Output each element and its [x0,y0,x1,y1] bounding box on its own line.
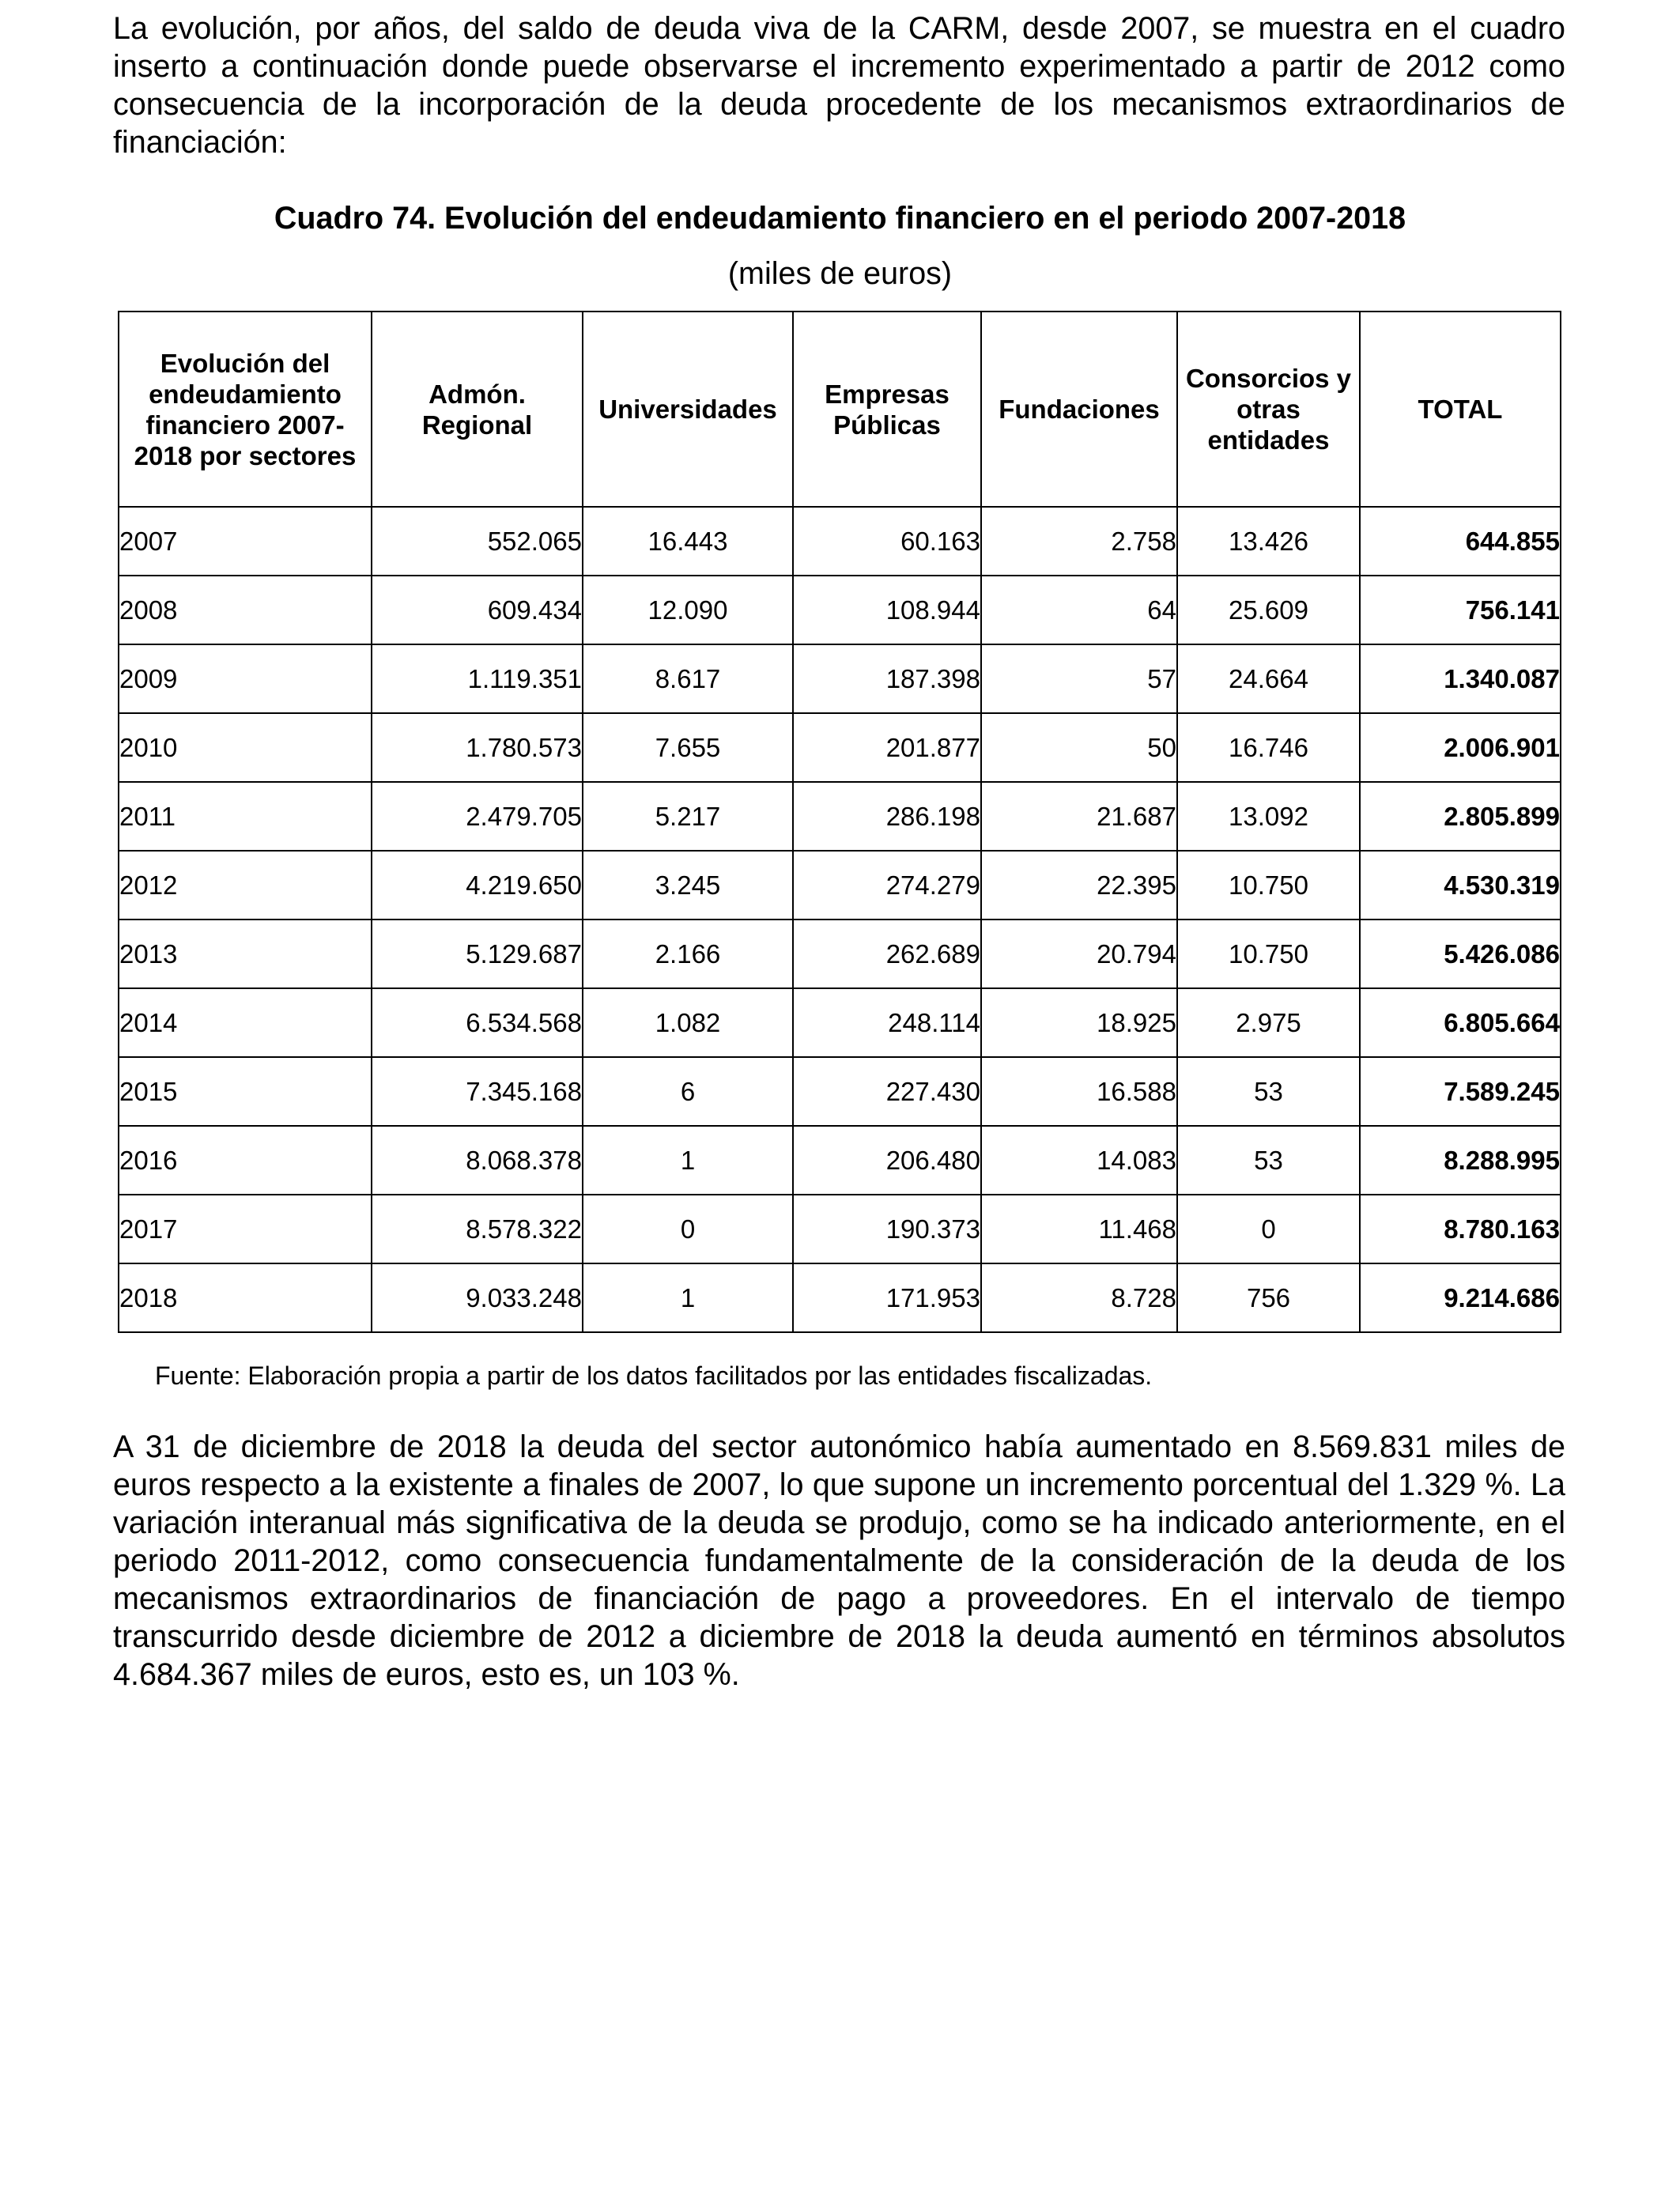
cell-empresas-publicas: 274.279 [793,851,981,920]
cell-fundaciones: 18.925 [981,988,1177,1057]
cell-year: 2015 [119,1057,372,1126]
cell-empresas-publicas: 248.114 [793,988,981,1057]
cell-consorcios: 16.746 [1177,713,1360,782]
table-title: Cuadro 74. Evolución del endeudamiento financiero en el periodo 2007-2018 [274,201,1406,236]
cell-consorcios: 2.975 [1177,988,1360,1057]
cell-empresas-publicas: 201.877 [793,713,981,782]
cell-total: 8.288.995 [1360,1126,1561,1195]
table-row [119,576,1561,644]
cell-total: 2.006.901 [1360,713,1561,782]
cell-year: 2011 [119,782,372,851]
cell-year: 2008 [119,576,372,644]
cell-fundaciones: 50 [981,713,1177,782]
cell-consorcios: 24.664 [1177,644,1360,713]
cell-fundaciones: 21.687 [981,782,1177,851]
cell-empresas-publicas: 286.198 [793,782,981,851]
cell-fundaciones: 16.588 [981,1057,1177,1126]
cell-admon-regional: 4.219.650 [372,851,583,920]
cell-empresas-publicas: 187.398 [793,644,981,713]
cell-consorcios: 53 [1177,1057,1360,1126]
cell-year: 2018 [119,1263,372,1332]
cell-consorcios: 10.750 [1177,920,1360,988]
intro-paragraph: La evolución, por años, del saldo de deuda viva de la CARM, desde 2007, se muestra en el cuadro inserto a continuación donde puede observarse el incremento experimentado a partir de 2012 como consecuencia de la incorporación de la deuda procedente de los mecanismos extraordinarios de financiación: [113,11,1565,160]
cell-admon-regional: 5.129.687 [372,920,583,988]
cell-universidades: 1.082 [583,988,793,1057]
header-sector: Evolución del endeudamiento financiero 2007-2018 por sectores [119,312,372,507]
debt-table [118,311,1561,1333]
table-row [119,851,1561,920]
table-row [119,1126,1561,1195]
cell-consorcios: 10.750 [1177,851,1360,920]
cell-fundaciones: 14.083 [981,1126,1177,1195]
cell-admon-regional: 6.534.568 [372,988,583,1057]
cell-empresas-publicas: 190.373 [793,1195,981,1263]
cell-empresas-publicas: 262.689 [793,920,981,988]
cell-admon-regional: 8.578.322 [372,1195,583,1263]
cell-admon-regional: 7.345.168 [372,1057,583,1126]
cell-consorcios: 25.609 [1177,576,1360,644]
cell-admon-regional: 2.479.705 [372,782,583,851]
cell-admon-regional: 1.780.573 [372,713,583,782]
cell-admon-regional: 1.119.351 [372,644,583,713]
table-row [119,1263,1561,1332]
table-units: (miles de euros) [727,256,953,291]
cell-consorcios: 0 [1177,1195,1360,1263]
cell-universidades: 3.245 [583,851,793,920]
cell-total: 8.780.163 [1360,1195,1561,1263]
table-header-row [119,312,1561,507]
cell-total: 9.214.686 [1360,1263,1561,1332]
table-row [119,1195,1561,1263]
cell-fundaciones: 11.468 [981,1195,1177,1263]
cell-admon-regional: 609.434 [372,576,583,644]
cell-fundaciones: 64 [981,576,1177,644]
cell-consorcios: 13.092 [1177,782,1360,851]
cell-universidades: 16.443 [583,507,793,576]
cell-total: 644.855 [1360,507,1561,576]
header-universidades: Universidades [583,312,793,507]
cell-empresas-publicas: 227.430 [793,1057,981,1126]
cell-admon-regional: 9.033.248 [372,1263,583,1332]
cell-total: 5.426.086 [1360,920,1561,988]
cell-universidades: 6 [583,1057,793,1126]
cell-fundaciones: 57 [981,644,1177,713]
cell-year: 2013 [119,920,372,988]
header-empresas-publicas: Empresas Públicas [793,312,981,507]
cell-universidades: 5.217 [583,782,793,851]
table-row [119,507,1561,576]
cell-empresas-publicas: 171.953 [793,1263,981,1332]
cell-total: 6.805.664 [1360,988,1561,1057]
cell-fundaciones: 8.728 [981,1263,1177,1332]
cell-total: 4.530.319 [1360,851,1561,920]
cell-universidades: 2.166 [583,920,793,988]
cell-empresas-publicas: 108.944 [793,576,981,644]
cell-empresas-publicas: 60.163 [793,507,981,576]
source-note: Fuente: Elaboración propia a partir de los datos facilitados por las entidades fiscalizadas. [155,1361,1153,1390]
cell-total: 756.141 [1360,576,1561,644]
outro-paragraph: A 31 de diciembre de 2018 la deuda del sector autonómico había aumentado en 8.569.831 miles de euros respecto a la existente a finales de 2007, lo que supone un incremento porcentual del 1.329 %. La variación interanual más significativa de la deuda se produjo, como se ha indicado anteriormente, en el periodo 2011-2012, como consecuencia fundamentalmente de la consideración de la deuda de los mecanismos extraordinarios de financiación de pago a proveedores. En el intervalo de tiempo transcurrido desde diciembre de 2012 a diciembre de 2018 la deuda aumentó en términos absolutos 4.684.367 miles de euros, esto es, un 103 %. [113,1429,1565,1692]
cell-year: 2010 [119,713,372,782]
cell-year: 2017 [119,1195,372,1263]
header-fundaciones: Fundaciones [981,312,1177,507]
cell-universidades: 12.090 [583,576,793,644]
cell-consorcios: 53 [1177,1126,1360,1195]
cell-year: 2014 [119,988,372,1057]
table-row [119,713,1561,782]
cell-year: 2009 [119,644,372,713]
cell-year: 2016 [119,1126,372,1195]
table-row [119,782,1561,851]
cell-admon-regional: 552.065 [372,507,583,576]
table-row [119,988,1561,1057]
cell-year: 2007 [119,507,372,576]
header-consorcios: Consorcios y otras entidades [1177,312,1360,507]
cell-total: 7.589.245 [1360,1057,1561,1126]
table-row [119,1057,1561,1126]
cell-universidades: 7.655 [583,713,793,782]
cell-year: 2012 [119,851,372,920]
cell-total: 2.805.899 [1360,782,1561,851]
cell-fundaciones: 22.395 [981,851,1177,920]
header-total: TOTAL [1360,312,1561,507]
table-row [119,920,1561,988]
cell-universidades: 0 [583,1195,793,1263]
cell-consorcios: 13.426 [1177,507,1360,576]
cell-universidades: 1 [583,1126,793,1195]
cell-fundaciones: 2.758 [981,507,1177,576]
cell-admon-regional: 8.068.378 [372,1126,583,1195]
cell-universidades: 1 [583,1263,793,1332]
cell-empresas-publicas: 206.480 [793,1126,981,1195]
header-admon-regional: Admón. Regional [372,312,583,507]
cell-universidades: 8.617 [583,644,793,713]
cell-fundaciones: 20.794 [981,920,1177,988]
table-row [119,644,1561,713]
cell-total: 1.340.087 [1360,644,1561,713]
cell-consorcios: 756 [1177,1263,1360,1332]
